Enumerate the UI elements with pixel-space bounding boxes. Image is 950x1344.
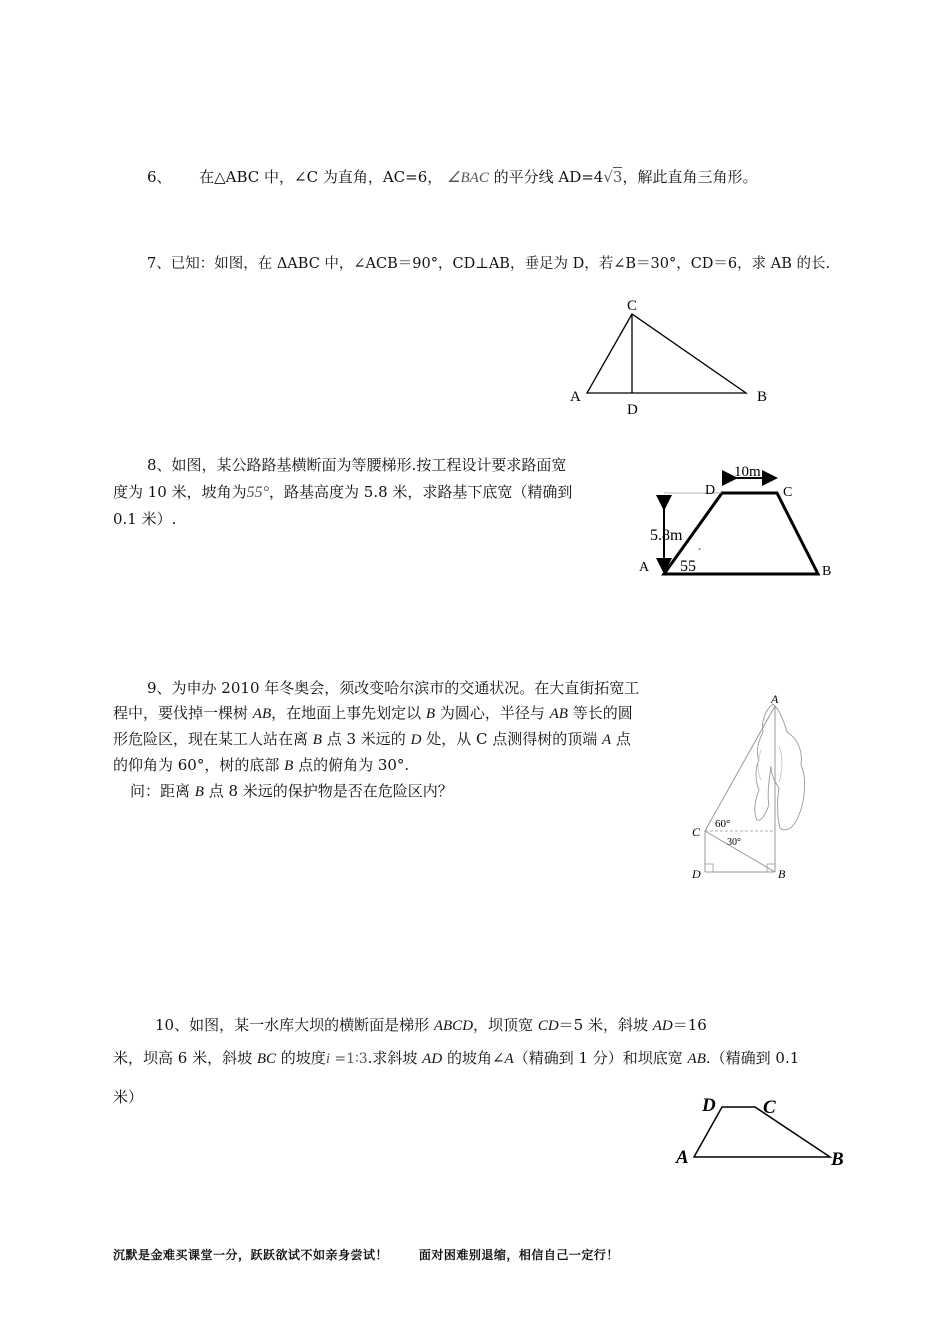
q10-t1b: ABCD [433,1018,474,1034]
q10-t1d: CD [537,1018,559,1034]
q9-t3c: 点 3 米远的 [321,730,411,748]
q9-label-a: A [771,692,779,706]
q9-label-b: B [778,867,786,881]
q7-label-d: D [627,402,638,418]
q6-angle-bac: ∠BAC [447,170,489,186]
q9-t4a: 的仰角为 60°，树的底部 [113,756,285,774]
q6-sqrt-radicand: 3 [612,168,623,186]
q9-t5a: 问：距离 [130,782,195,800]
q10-line-1 [113,1010,853,1041]
q9-text-1: 9、为申办 2010 年冬奥会，须改变哈尔滨市的交通状况。在大直街拓宽工 [147,679,640,697]
q9-t3g: 点 [611,730,631,748]
q8-label-top-width: 10m [734,464,761,480]
q9-t2b: AB [252,706,272,722]
q10-label-b: B [831,1149,844,1170]
q10-t2e: AD [422,1051,443,1067]
tree-outline [755,704,805,830]
question-9 [113,676,683,805]
q9-t3f: A [601,732,612,748]
q10-line-2 [113,1043,853,1074]
q8-label-b: B [822,564,832,579]
q9-t3b: B [312,732,322,748]
q9-t2a: 程中，要伐掉一棵树 [113,704,253,722]
q7-label-a: A [570,389,581,405]
q8-label-d: D [705,483,716,498]
q9-line-3 [113,727,683,753]
q10-dam-figure [670,1088,850,1178]
q9-line-1 [113,676,683,701]
q8-text-2a: 度为 10 米，坡角为 [113,483,247,501]
q9-t2c: ，在地面上事先划定以 [271,704,426,722]
sqrt-symbol: √ [603,168,613,186]
question-7: 7、已知：如图，在 ΔABC 中，∠ACB＝90°，CD⊥AB，垂足为 D，若∠B＝30°，CD＝6，求 AB 的长. [147,256,831,272]
q10-label-d: D [702,1095,716,1116]
q7-label-c: C [627,298,638,314]
q9-t4c: 点的俯角为 30°. [293,756,410,774]
q9-line-2 [113,701,683,727]
q9-label-angle-60: 60° [715,818,731,830]
q9-t3a: 形危险区，现在某工人站在离 [113,730,313,748]
q10-t1f: AD [652,1018,673,1034]
q9-label-angle-30: 30° [727,837,741,848]
q9-t3d: D [410,732,422,748]
q6-number: 6、 [147,168,172,186]
q10-t1a: 10、如图，某一水库大坝的横断面是梯形 [155,1016,434,1034]
q9-t2e: 为圆心，半径与 [435,704,550,722]
q10-t1g: ＝16 [672,1016,707,1034]
q9-label-d: D [692,867,701,881]
q9-t2d: B [425,706,436,722]
q10-t1c: ，坝顶宽 [473,1016,538,1034]
q8-text-2b: ，路基高度为 5.8 米，求路基下底宽（精确到 [269,483,573,501]
q9-line-5 [113,779,683,805]
q6-text-2: 的平分线 AD=4 [493,168,604,186]
q10-label-c: C [763,1097,776,1118]
q10-label-a: A [676,1147,689,1168]
q8-text-1: 8、如图，某公路路基横断面为等腰梯形.按工程设计要求路面宽 [147,456,567,474]
q8-label-height: 5.8m [650,527,683,544]
q8-label-a: A [639,560,650,575]
q8-label-c: C [783,485,793,500]
q10-slope-ratio: =1∶3 [329,1051,368,1067]
q8-line-2 [113,480,623,505]
q10-t2k: .（精确到 0.1 [705,1049,800,1067]
q9-t5b: B [194,784,204,800]
q10-t2b: BC [256,1051,277,1067]
q9-t5c: 点 8 米远的保护物是否在危险区内？ [203,782,453,800]
q8-line-1 [113,453,623,478]
q10-t2d: .求斜坡 [367,1049,423,1067]
question-6 [147,166,757,189]
q8-line-3: 0.1 米）. [113,510,177,528]
q10-line-3: 米） [113,1088,144,1106]
q6-text-1: 在△ABC 中，∠C 为直角，AC=6， [199,168,443,186]
q9-label-c: C [692,825,701,839]
q7-label-b: B [757,389,768,405]
degree-mark: ˚ [698,547,701,557]
q9-line-4 [113,753,683,779]
q8-trapezoid-figure [630,458,840,584]
q7-triangle-figure [560,296,780,420]
q10-t2h: （精确到 1 分）和坝底宽 [513,1049,688,1067]
q9-t3e: 处，从 C 点测得树的顶端 [421,730,602,748]
q9-t2f: AB [549,706,568,722]
question-8 [113,453,623,532]
q9-tree-figure [685,690,825,890]
q10-t2j: AB [687,1051,706,1067]
q8-angle-55: 55° [246,484,270,501]
q9-t2g: 等长的圆 [567,704,633,722]
q10-t1e: ＝5 米，斜坡 [558,1016,653,1034]
q10-t2c: 的坡度 [276,1049,326,1067]
q8-label-angle: 55 [680,558,696,575]
q9-t4b: B [284,758,294,774]
q6-text-3: ，解此直角三角形。 [622,168,758,186]
q10-t2a: 米，坝高 6 米，斜坡 [113,1049,257,1067]
q10-slope-i: i [325,1051,330,1067]
q10-t2g: A [504,1051,514,1067]
footer-motto: 沉默是金难买课堂一分，跃跃欲试不如亲身尝试！ 面对困难别退缩，相信自己一定行！ [113,1248,619,1262]
q10-t2f: 的坡角∠ [442,1049,505,1067]
